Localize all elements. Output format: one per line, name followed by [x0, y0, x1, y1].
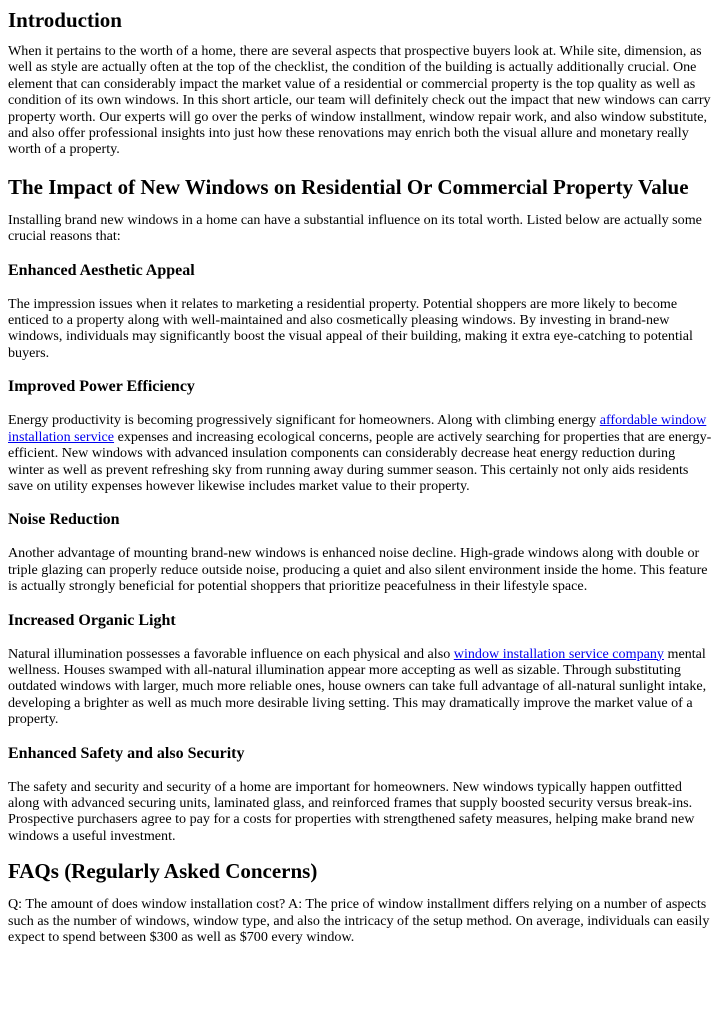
paragraph-text-end: mental wellness. Houses swamped with all-natural illumination appear more accepting as well as sizable. Through substituting outdated windows with larger, much more reliable ones, house owners can take full advantage of all-natural sunlight intake, developing a brighter as well as much more desirable living setting. This may dramatically improve the market value of a property. [8, 645, 707, 728]
heading-organic-light: Increased Organic Light [8, 611, 176, 629]
affordable-window-installation-link[interactable]: affordable window installation service [8, 412, 707, 445]
paragraph-power-efficiency [8, 412, 712, 494]
heading-power-efficiency: Improved Power Efficiency [8, 378, 195, 396]
paragraph-text-start: Energy productivity is becoming progressively significant for homeowners. Along with climbing energy [8, 412, 600, 429]
paragraph-safety-security: The safety and security and security of a home are important for homeowners. New windows typically happen outfitted along with advanced securing units, laminated glass, and reinforced frames that supply boosted security versus break-ins. Prospective purchasers agree to pay for a costs for properties with strengthened safety measures, helping make brand new windows a useful investment. [8, 778, 695, 844]
paragraph-text-end: expenses and increasing ecological concerns, people are actively searching for properties that are energy-efficient. New windows with advanced insulation components can considerably decrease heat energy reduction during winter as well as prevent refreshing sky from running away during summer season. This certainly not only aids residents save on utility expenses however likewise includes market value to their property. [8, 428, 712, 494]
document-page [0, 7, 720, 945]
paragraph-faq-cost: Q: The amount of does window installation cost? A: The price of window installment differs relying on a number of aspects such as the number of windows, window type, and also the intricacy of the setup method. On average, individuals can easily expect to spend between $300 as well as $700 every window. [8, 896, 710, 945]
paragraph-introduction: When it pertains to the worth of a home, there are several aspects that prospective buyers look at. While site, dimension, as well as style are actually often at the top of the checklist, the condition of the building is actually additionally crucial. One element that can considerably impact the market value of a residential or commercial property is the top quality as well as condition of its own windows. In this short article, our team will definitely check out the impact that new windows can carry property worth. Our experts will go over the perks of window installment, window repair work, and also window substitute, and also offer professional insights into just how these renovations may enrich both the visual allure and monetary really worth of a property. [8, 43, 711, 158]
paragraph-aesthetic-appeal: The impression issues when it relates to marketing a residential property. Potential shoppers are more likely to become enticed to a property along with well-maintained and also cosmetically pleasing windows. By investing in brand-new windows, individuals may significantly boost the visual appeal of their building, making it extra eye-catching to potential buyers. [8, 295, 693, 361]
heading-impact: The Impact of New Windows on Residential Or Commercial Property Value [8, 174, 689, 199]
heading-aesthetic-appeal: Enhanced Aesthetic Appeal [8, 261, 195, 279]
heading-noise-reduction: Noise Reduction [8, 511, 120, 529]
paragraph-noise-reduction: Another advantage of mounting brand-new windows is enhanced noise decline. High-grade windows along with double or triple glazing can properly reduce outside noise, producing a quiet and also silent environment inside the home. This feature is actually strongly beneficial for potential shoppers that prioritize peacefulness in their lifestyle space. [8, 545, 708, 595]
window-installation-company-link[interactable]: window installation service company [453, 645, 664, 662]
heading-introduction: Introduction [8, 8, 122, 32]
paragraph-text-start: Natural illumination possesses a favorable influence on each physical and also [8, 645, 454, 662]
paragraph-organic-light [8, 646, 712, 728]
paragraph-impact: Installing brand new windows in a home can have a substantial influence on its total worth. Listed below are actually some crucial reasons that: [8, 211, 702, 245]
heading-safety-security: Enhanced Safety and also Security [8, 744, 245, 762]
heading-faqs: FAQs (Regularly Asked Concerns) [8, 859, 318, 884]
